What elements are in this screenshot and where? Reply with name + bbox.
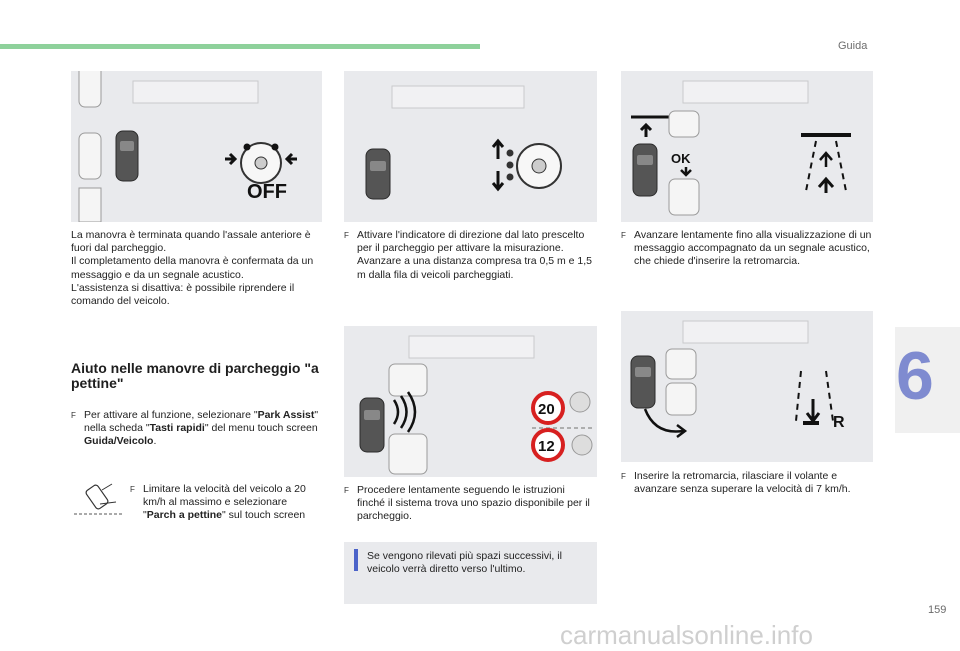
figure-speed-limit bbox=[344, 326, 597, 477]
chapter-number: 6 bbox=[896, 338, 934, 414]
col2-step2-text: Procedere lentamente seguendo le istruzioni finché il sistema trova uno spazio disponibile per il parcheggio. bbox=[357, 484, 590, 523]
speed-illustration bbox=[344, 326, 597, 477]
col1-paragraph: La manovra è terminata quando l'assale anteriore è fuori dal parcheggio. Il completamento della manovra è confermata da un messaggio e da un segnale acustico. L'assistenza si disattiva: è possibile riprendere il comando del veicolo. bbox=[71, 229, 314, 308]
col2-step2 bbox=[344, 484, 594, 524]
col1-step1 bbox=[71, 409, 321, 449]
figure-manoeuvre-end bbox=[71, 71, 322, 222]
col1-step1-text: Per attivare al funzione, selezionare "Park Assist" nella scheda "Tasti rapidi" del menu touch screen Guida/Veicolo. bbox=[84, 409, 319, 448]
parking-end-illustration bbox=[71, 71, 322, 222]
indicator-illustration bbox=[344, 71, 597, 222]
col3-step2-text: Inserire la retromarcia, rilasciare il volante e avanzare senza superare la velocità di 7 km/h. bbox=[634, 470, 851, 496]
ok-label: OK bbox=[671, 151, 691, 166]
col3-step1-text: Avanzare lentamente fino alla visualizzazione di un messaggio accompagnato da un segnale acustico, che chiede d'inserire la retromarcia. bbox=[634, 229, 872, 268]
speed-20-label: 20 bbox=[538, 401, 555, 418]
page-number: 159 bbox=[928, 604, 947, 616]
speed-12-label: 12 bbox=[538, 438, 555, 455]
col2-step1 bbox=[344, 229, 594, 282]
figure-reverse bbox=[621, 311, 873, 462]
bullet-marker: F bbox=[130, 485, 135, 494]
col1-step2 bbox=[130, 483, 320, 523]
section-heading: Aiuto nelle manovre di parcheggio "a pettine" bbox=[71, 360, 319, 391]
off-label: OFF bbox=[247, 181, 287, 203]
section-title: Guida bbox=[838, 40, 868, 52]
figure-activate-indicator bbox=[344, 71, 597, 222]
col2-step1-text: Attivare l'indicatore di direzione dal lato prescelto per il parcheggio per attivare la misurazione. Avanzare a una distanza compresa tra 0,5 m e 1,5 m dalla fila di veicoli parcheggiati. bbox=[357, 229, 593, 281]
watermark: carmanualsonline.info bbox=[560, 620, 813, 650]
ok-illustration bbox=[621, 71, 873, 222]
col3-step1 bbox=[621, 229, 873, 269]
bullet-marker: F bbox=[621, 231, 626, 240]
info-icon bbox=[354, 549, 358, 571]
touch-screen-gesture-icon bbox=[72, 480, 124, 516]
reverse-label: R bbox=[833, 414, 845, 431]
bullet-marker: F bbox=[344, 486, 349, 495]
header-accent-bar bbox=[0, 44, 480, 49]
bullet-marker: F bbox=[621, 472, 626, 481]
figure-ok-message bbox=[621, 71, 873, 222]
col3-step2 bbox=[621, 470, 873, 496]
bullet-marker: F bbox=[71, 411, 76, 420]
reverse-illustration bbox=[621, 311, 873, 462]
col1-step2-text: Limitare la velocità del veicolo a 20 km/h al massimo e selezionare "Parch a pettine" sul touch screen bbox=[143, 483, 306, 522]
info-text: Se vengono rilevati più spazi successivi, il veicolo verrà diretto verso l'ultimo. bbox=[367, 550, 562, 576]
bullet-marker: F bbox=[344, 231, 349, 240]
